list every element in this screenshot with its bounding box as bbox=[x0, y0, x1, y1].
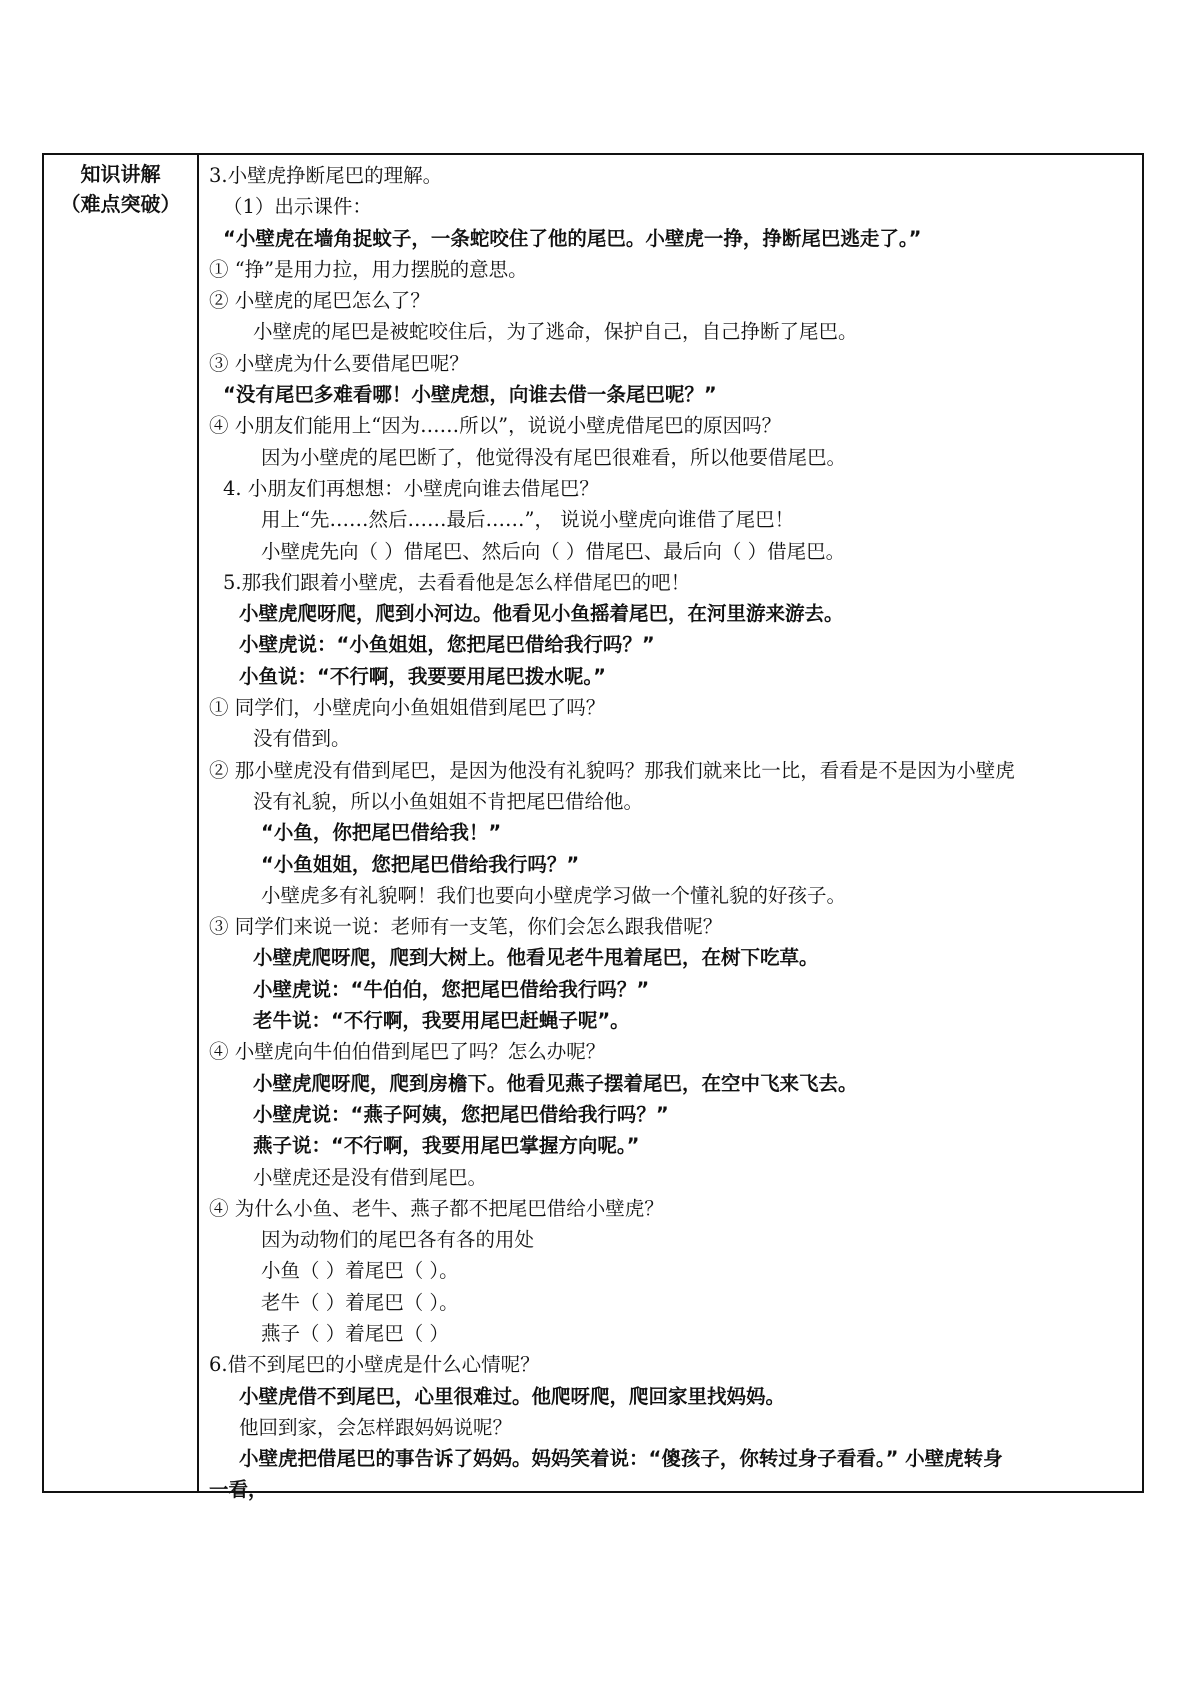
content-line: 4. 小朋友们再想想：小壁虎向谁去借尾巴？ bbox=[223, 476, 599, 500]
content-line: ① “挣”是用力拉，用力摆脱的意思。 bbox=[209, 257, 528, 281]
content-line: 小壁虎爬呀爬，爬到房檐下。他看见燕子摆着尾巴，在空中飞来飞去。 bbox=[253, 1071, 858, 1095]
content-line: ② 那小壁虎没有借到尾巴，是因为他没有礼貌吗？那我们就来比一比，看看是不是因为小壁虎 bbox=[209, 758, 1015, 782]
content-line: 没有借到。 bbox=[253, 727, 351, 751]
content-line: ④ 小朋友们能用上“因为……所以”，说说小壁虎借尾巴的原因吗？ bbox=[209, 414, 782, 438]
content-line: “小壁虎在墙角捉蚊子，一条蛇咬住了他的尾巴。小壁虎一挣，挣断尾巴逃走了。” bbox=[223, 226, 922, 250]
content-line: 没有礼貌，所以小鱼姐姐不肯把尾巴借给他。 bbox=[253, 789, 644, 813]
content-line: “没有尾巴多难看哪！小壁虎想，向谁去借一条尾巴呢？” bbox=[223, 383, 717, 407]
content-line: 老牛（ ）着尾巴（ ）。 bbox=[261, 1290, 459, 1314]
section-subtitle: （难点突破） bbox=[60, 192, 181, 216]
content-line: 小壁虎说：“小鱼姐姐，您把尾巴借给我行吗？” bbox=[239, 633, 655, 657]
content-line: 小鱼说：“不行啊，我要要用尾巴拨水呢。” bbox=[239, 664, 606, 688]
content-line: 小壁虎说：“燕子阿姨，您把尾巴借给我行吗？” bbox=[253, 1102, 669, 1126]
section-title: 知识讲解 bbox=[80, 162, 161, 186]
content-line: 3.小壁虎挣断尾巴的理解。 bbox=[209, 164, 443, 187]
content-line: 他回到家，会怎样跟妈妈说呢？ bbox=[239, 1415, 513, 1439]
lesson-table bbox=[42, 153, 1144, 1502]
content-line: “小鱼，你把尾巴借给我！” bbox=[261, 821, 502, 845]
content-line: 5.那我们跟着小壁虎，去看看他是怎么样借尾巴的吧！ bbox=[223, 570, 691, 594]
content-line: ④ 小壁虎向牛伯伯借到尾巴了吗？怎么办呢？ bbox=[209, 1040, 606, 1064]
content-line: 小壁虎还是没有借到尾巴。 bbox=[253, 1165, 488, 1189]
lesson-content-cell bbox=[199, 155, 1142, 1502]
content-line: 小鱼（ ）着尾巴（ ）。 bbox=[261, 1259, 459, 1283]
content-line: 用上“先……然后……最后……”， 说说小壁虎向谁借了尾巴！ bbox=[261, 508, 795, 532]
content-line: ③ 同学们来说一说：老师有一支笔，你们会怎么跟我借呢？ bbox=[209, 915, 723, 939]
content-line: 燕子（ ）着尾巴（ ） bbox=[261, 1321, 449, 1345]
content-line: ③ 小壁虎为什么要借尾巴呢？ bbox=[209, 351, 469, 375]
content-line: 燕子说：“不行啊，我要用尾巴掌握方向呢。” bbox=[253, 1134, 640, 1158]
content-line: “小鱼姐姐，您把尾巴借给我行吗？” bbox=[261, 852, 580, 876]
content-line: 小壁虎爬呀爬，爬到小河边。他看见小鱼摇着尾巴，在河里游来游去。 bbox=[239, 602, 844, 626]
content-line: 小壁虎多有礼貌啊！我们也要向小壁虎学习做一个懂礼貌的好孩子。 bbox=[261, 883, 847, 907]
content-line: 小壁虎的尾巴是被蛇咬住后，为了逃命，保护自己，自己挣断了尾巴。 bbox=[253, 320, 858, 344]
content-line: 一看， bbox=[209, 1478, 268, 1502]
content-line: 老牛说：“不行啊，我要用尾巴赶蝇子呢”。 bbox=[253, 1009, 630, 1033]
content-line: ① 同学们，小壁虎向小鱼姐姐借到尾巴了吗？ bbox=[209, 696, 606, 720]
content-line: 6.借不到尾巴的小壁虎是什么心情呢？ bbox=[209, 1353, 540, 1377]
content-line: 小壁虎爬呀爬，爬到大树上。他看见老牛甩着尾巴，在树下吃草。 bbox=[253, 946, 819, 970]
content-line: 小壁虎先向（ ）借尾巴、然后向（ ）借尾巴、最后向（ ）借尾巴。 bbox=[261, 539, 846, 563]
content-line: ② 小壁虎的尾巴怎么了？ bbox=[209, 289, 430, 313]
content-line: 小壁虎借不到尾巴，心里很难过。他爬呀爬，爬回家里找妈妈。 bbox=[239, 1384, 786, 1408]
content-line: 因为动物们的尾巴各有各的用处 bbox=[261, 1228, 535, 1252]
content-line: 因为小壁虎的尾巴断了，他觉得没有尾巴很难看，所以他要借尾巴。 bbox=[261, 445, 847, 469]
content-line: （1）出示课件： bbox=[223, 195, 372, 219]
content-line: 小壁虎把借尾巴的事告诉了妈妈。妈妈笑着说：“傻孩子，你转过身子看看。” 小壁虎转身 bbox=[239, 1447, 1003, 1471]
section-header-cell bbox=[44, 155, 199, 1491]
content-line: 小壁虎说：“牛伯伯，您把尾巴借给我行吗？” bbox=[253, 977, 650, 1001]
content-line: ④ 为什么小鱼、老牛、燕子都不把尾巴借给小壁虎？ bbox=[209, 1196, 664, 1220]
